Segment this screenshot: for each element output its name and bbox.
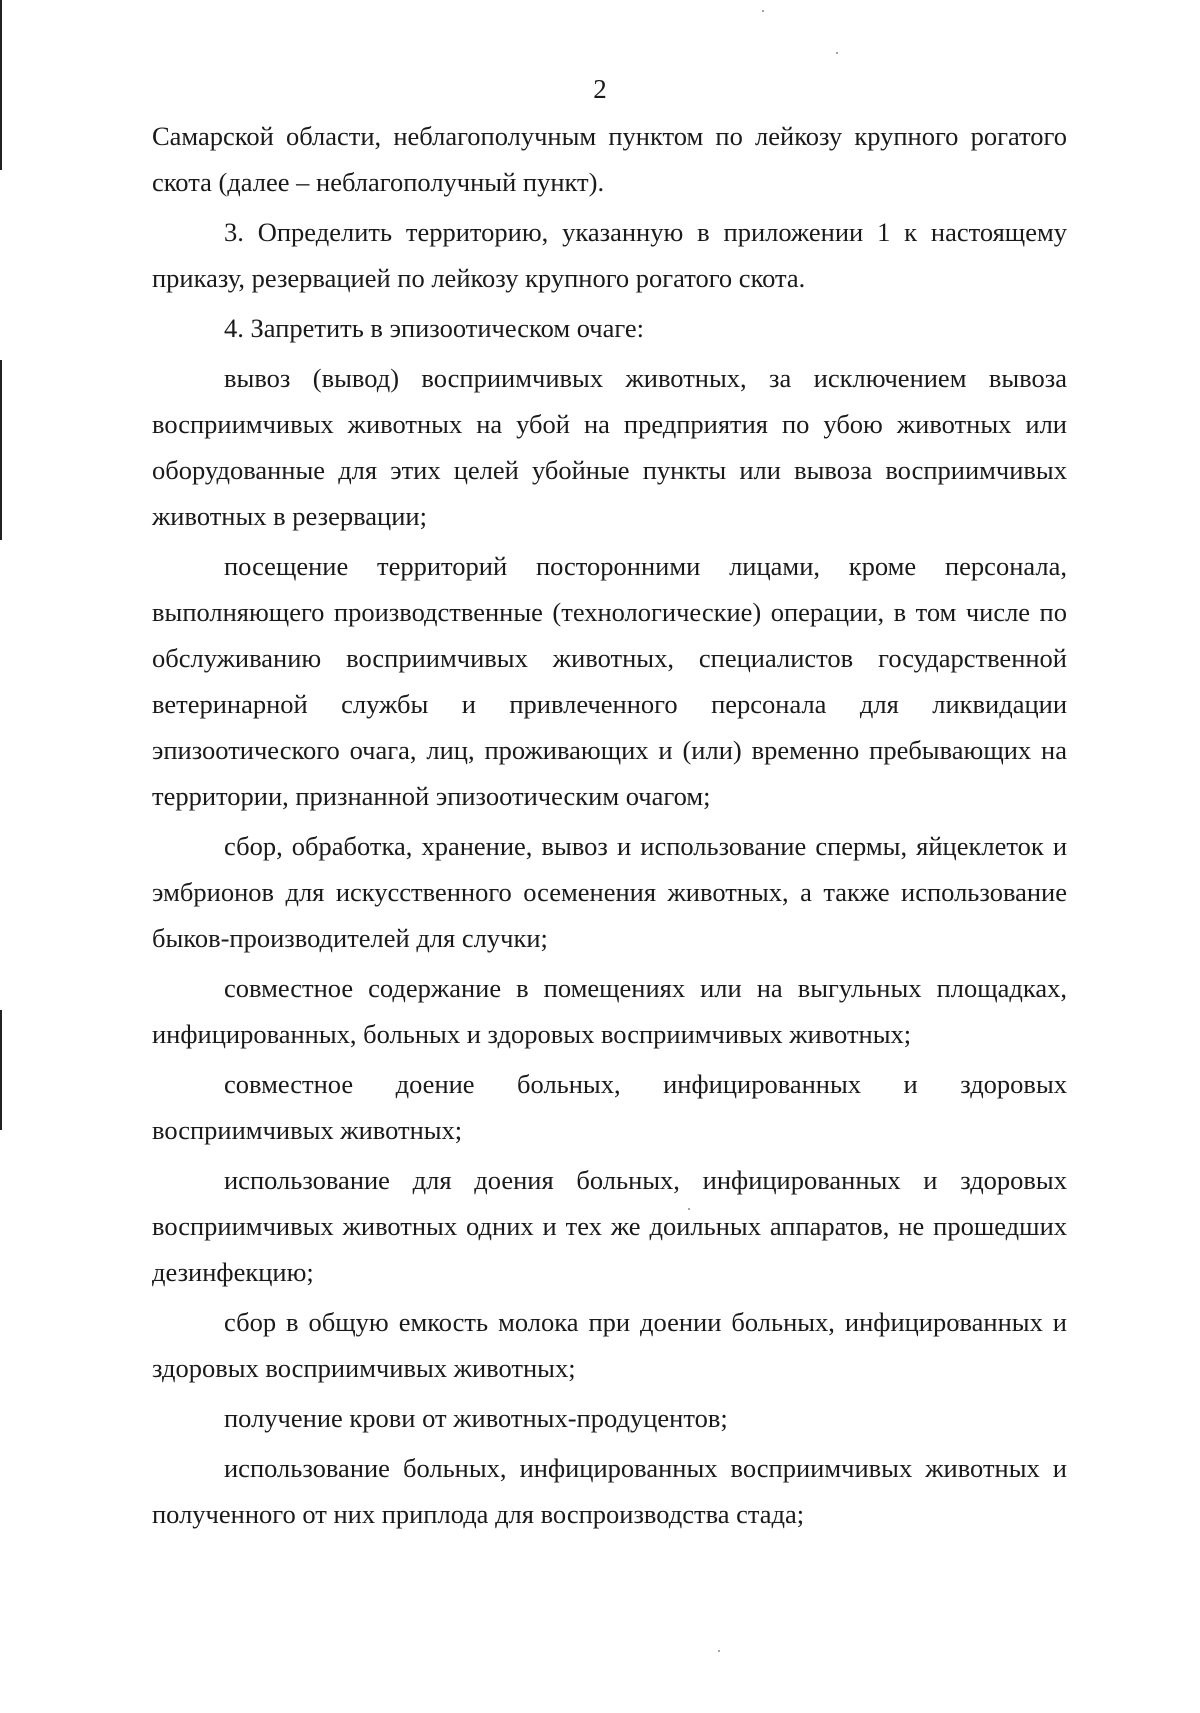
paragraph-prohibition-blood: получение крови от животных-продуцентов; [224, 1403, 728, 1433]
paragraph-prohibition-breeding: использование больных, инфицированных восприимчивых животных и полученного от них приплода для воспроизводства стада; [152, 1453, 1067, 1529]
scan-speck [718, 1650, 720, 1652]
paragraph-prohibition-joint-keeping: совместное содержание в помещениях или на выгульных площадках, инфицированных, больных и здоровых восприимчивых животных; [152, 973, 1067, 1049]
scan-edge-mark [0, 360, 2, 540]
document-body [152, 113, 1067, 1537]
paragraph-prohibition-export: вывоз (вывод) восприимчивых животных, за исключением вывоза восприимчивых животных на убой на предприятия по убою животных или оборудованные для этих целей убойные пункты или вывоза восприимчивых животных в резервации; [152, 363, 1067, 531]
paragraph-prohibition-milk-collection: сбор в общую емкость молока при доении больных, инфицированных и здоровых восприимчивых животных; [152, 1307, 1067, 1383]
paragraph-prohibition-visits: посещение территорий посторонними лицами, кроме персонала, выполняющего производственные (технологические) операции, в том числе по обслуживанию восприимчивых животных, специалистов государственной ветеринарной службы и привлеченного персонала для ликвидации эпизоотического очага, лиц, проживающих и (или) временно пребывающих на территории, признанной эпизоотическим очагом; [152, 551, 1067, 811]
paragraph-intro-continuation: Самарской области, неблагополучным пунктом по лейкозу крупного рогатого скота (далее – неблагополучный пункт). [152, 121, 1067, 197]
scan-speck [836, 52, 838, 54]
page-number: 2 [593, 74, 607, 104]
paragraph-prohibition-semen: сбор, обработка, хранение, вывоз и использование спермы, яйцеклеток и эмбрионов для искусственного осеменения животных, а также использование быков-производителей для случки; [152, 831, 1067, 953]
paragraph-prohibition-joint-milking: совместное доение больных, инфицированных и здоровых восприимчивых животных; [152, 1069, 1067, 1145]
paragraph-item-3: 3. Определить территорию, указанную в приложении 1 к настоящему приказу, резервацией по лейкозу крупного рогатого скота. [152, 217, 1067, 293]
paragraph-item-4-heading: 4. Запретить в эпизоотическом очаге: [224, 313, 645, 343]
scan-speck [762, 10, 764, 12]
scan-edge-mark [0, 1010, 2, 1130]
paragraph-prohibition-milking-machines: использование для доения больных, инфицированных и здоровых восприимчивых животных одних и тех же доильных аппаратов, не прошедших дезинфекцию; [152, 1165, 1067, 1287]
